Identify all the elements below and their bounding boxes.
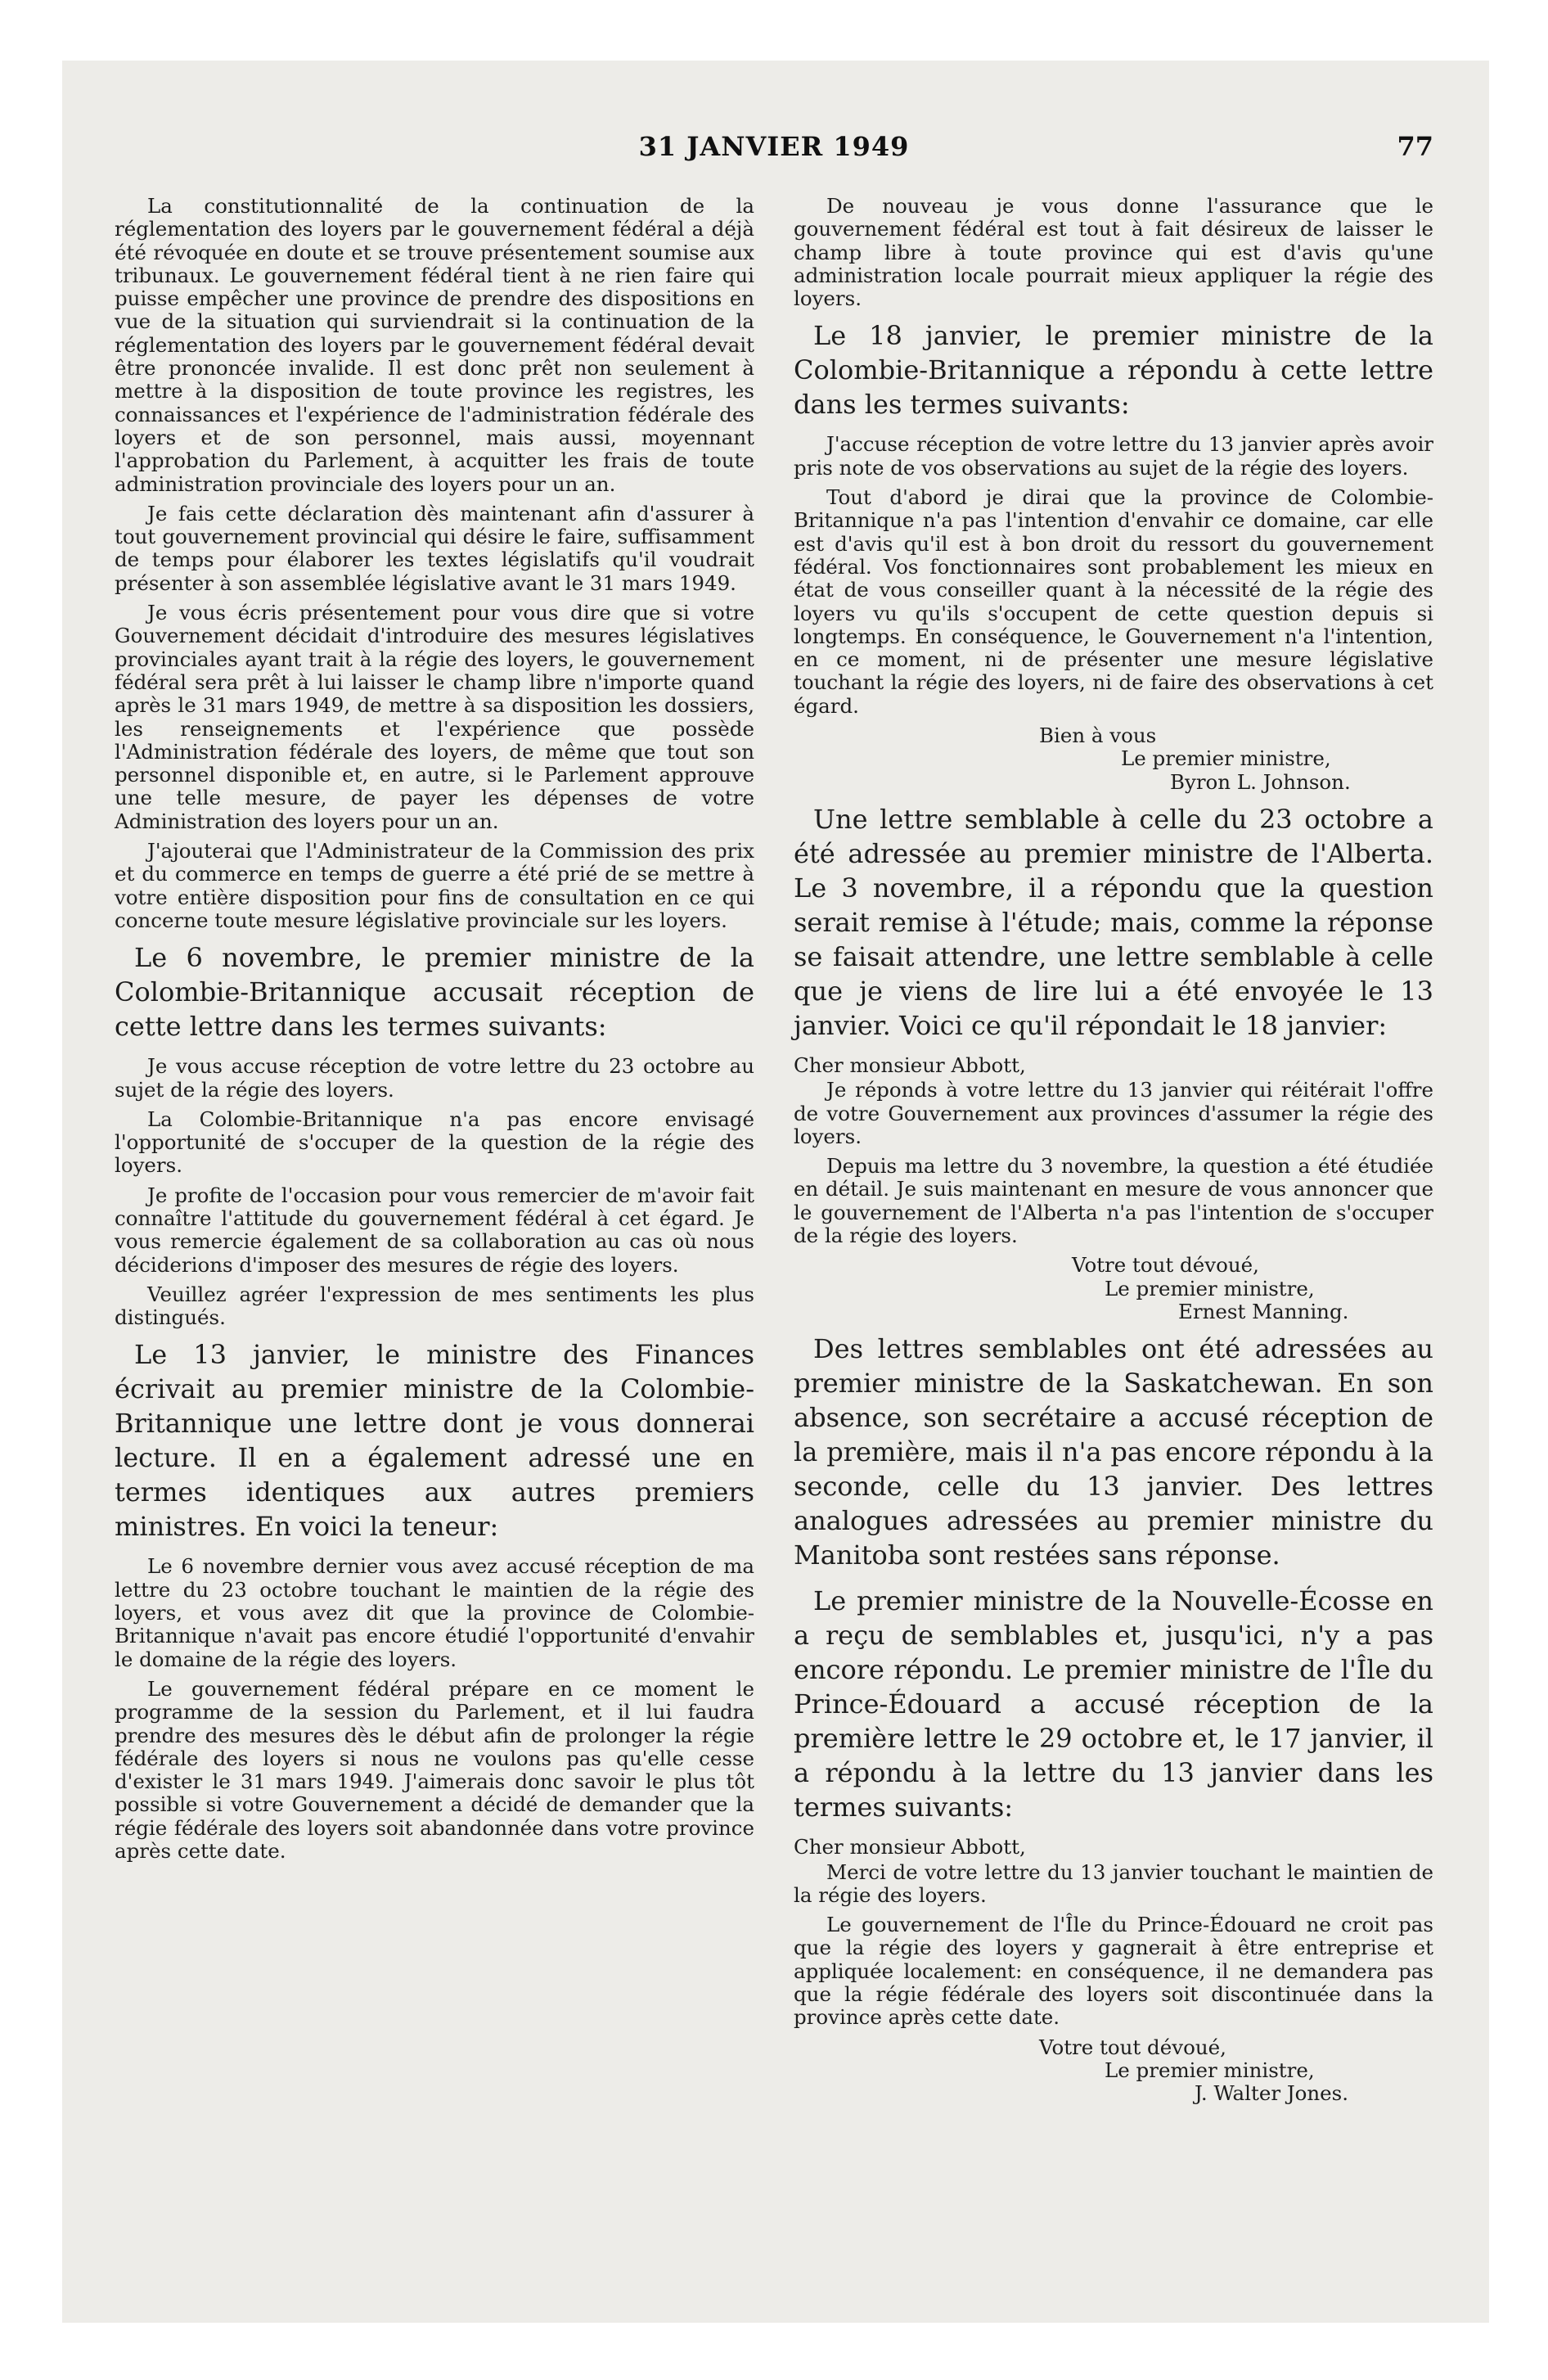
page-number: 77 (1397, 131, 1433, 162)
paragraph: Le 13 janvier, le ministre des Finances écrivait au premier ministre de la Colombie-Britannique une lettre dont je vous donnerai lecture. Il en a également adressé une en termes identiques aux autres premiers ministres. En voici la teneur: (115, 1339, 754, 1543)
paragraph: Le 6 novembre, le premier ministre de la Colombie-Britannique accusait réception de cette lettre dans les termes suivants: (115, 942, 754, 1043)
paragraph: La Colombie-Britannique n'a pas encore envisagé l'opportunité de s'occuper de la question de la régie des loyers. (115, 1107, 754, 1178)
paragraph: Le premier ministre de la Nouvelle-Écosse en a reçu de semblables et, jusqu'ici, n'y a pas encore répondu. Le premier ministre de l'Île du Prince-Édouard a accusé réception de la première lettre le 29 octobre et, le 17 janvier, il a répondu à la lettre du 13 janvier dans les termes suivants: (794, 1585, 1433, 1823)
paragraph: Le gouvernement fédéral prépare en ce moment le programme de la session du Parlement, et il lui faudra prendre des mesures dès le début afin de prolonger la régie fédérale des loyers si nous ne voulons pas qu'elle cesse d'exister le 31 mars 1949. J'aimerais donc savoir le plus tôt possible si votre Gouvernement a décidé de demander que la régie fédérale des loyers soit abandonnée dans votre province après cette date. (115, 1676, 754, 1864)
left-column (115, 195, 754, 1869)
signer-name: Byron L. Johnson. (1170, 769, 1351, 794)
paragraph: Je profite de l'occasion pour vous remercier de m'avoir fait connaître l'attitude du gouvernement fédéral à cet égard. Je vous remercie également de sa collaboration au cas où nous déciderions d'imposer des mesures de régie des loyers. (115, 1183, 754, 1277)
signature-block (794, 2036, 1433, 2106)
paragraph: Merci de votre lettre du 13 janvier touchant le maintien de la régie des loyers. (794, 1859, 1433, 1907)
paragraph: Je réponds à votre lettre du 13 janvier qui réitérait l'offre de votre Gouvernement aux provinces d'assumer la régie des loyers. (794, 1078, 1433, 1148)
signer-name: J. Walter Jones. (1195, 2081, 1349, 2106)
right-column (794, 195, 1433, 2105)
paragraph: Je fais cette déclaration dès maintenant afin d'assurer à tout gouvernement provincial qui désire le faire, suffisamment de temps pour élaborer les textes législatifs qu'il voudrait présenter à son assemblée législative avant le 31 mars 1949. (115, 501, 754, 595)
paragraph: Je vous écris présentement pour vous dire que si votre Gouvernement décidait d'introduire des mesures législatives provinciales ayant trait à la régie des loyers, le gouvernement fédéral sera prêt à lui laisser le champ libre n'importe quand après le 31 mars 1949, de mettre à sa disposition les dossiers, les renseignements et l'expérience que possède l'Administration fédérale des loyers, de même que tout son personnel disponible et, en autre, si le Parlement approuve une telle mesure, de payer les dépenses de votre Administration des loyers pour un an. (115, 601, 754, 833)
signature-block (794, 724, 1433, 794)
signer-title: Le premier ministre, (1121, 746, 1331, 771)
running-header (115, 131, 1433, 167)
paragraph: J'accuse réception de votre lettre du 13 janvier après avoir pris note de vos observations au sujet de la régie des loyers. (794, 432, 1433, 480)
paragraph: Le gouvernement de l'Île du Prince-Édouard ne croit pas que la régie des loyers y gagnerait à être entreprise et appliquée localement: en conséquence, il ne demandera pas que la régie fédérale des loyers soit discontinuée dans la province après cette date. (794, 1913, 1433, 2030)
paragraph: J'ajouterai que l'Administrateur de la Commission des prix et du commerce en temps de guerre a été prié de se mettre à votre entière disposition pour fins de consultation en ce qui concerne toute mesure législative provinciale sur les loyers. (115, 839, 754, 932)
paragraph: Le 6 novembre dernier vous avez accusé réception de ma lettre du 23 octobre touchant le maintien de la régie des loyers, et vous avez dit que la province de Colombie-Britannique n'avait pas encore étudié l'opportunité d'envahir le domaine de la régie des loyers. (115, 1554, 754, 1671)
signer-name: Ernest Manning. (1178, 1299, 1349, 1323)
closing: Votre tout dévoué, (1039, 2035, 1226, 2059)
paragraph: Tout d'abord je dirai que la province de Colombie-Britannique n'a pas l'intention d'envahir ce domaine, car elle est d'avis qu'il est à bon droit du ressort du gouvernement fédéral. Vos fonctionnaires sont probablement les mieux en état de vous conseiller quant à la nécessité de la régie des loyers vu qu'ils s'occupent de cette question depuis si longtemps. En conséquence, le Gouvernement n'a l'intention, en ce moment, ni de présenter une mesure législative touchant la régie des loyers, ni de faire des observations à cet égard. (794, 485, 1433, 718)
paragraph: Des lettres semblables ont été adressées au premier ministre de la Saskatchewan. En son absence, son secrétaire a accusé réception de la première, mais il n'a pas encore répondu à la seconde, celle du 13 janvier. Des lettres analogues adressées au premier ministre du Manitoba sont restées sans réponse. (794, 1333, 1433, 1571)
paragraph: Veuillez agréer l'expression de mes sentiments les plus distingués. (115, 1282, 754, 1330)
paragraph: Depuis ma lettre du 3 novembre, la question a été étudiée en détail. Je suis maintenant en mesure de vous annoncer que le gouvernement de l'Alberta n'a pas l'intention de s'occuper de la régie des loyers. (794, 1154, 1433, 1248)
closing: Votre tout dévoué, (1072, 1253, 1259, 1278)
paragraph: Une lettre semblable à celle du 23 octobre a été adressée au premier ministre de l'Alberta. Le 3 novembre, il a répondu que la question serait remise à l'étude; mais, comme la réponse se faisait attendre, une lettre semblable à celle que je viens de lire lui a été envoyée le 13 janvier. Voici ce qu'il répondait le 18 janvier: (794, 803, 1433, 1041)
header-date: 31 JANVIER 1949 (638, 131, 910, 162)
signer-title: Le premier ministre, (1105, 2058, 1315, 2082)
paragraph: La constitutionnalité de la continuation de la réglementation des loyers par le gouvernement fédéral a déjà été révoquée en doute et se trouve présentement soumise aux tribunaux. Le gouvernement fédéral tient à ne rien faire qui puisse empêcher une province de prendre des dispositions en vue de la situation qui surviendrait si la continuation de la réglementation des loyers par le gouvernement fédéral devait être prononcée invalide. Il est donc prêt non seulement à mettre à la disposition de toute province les registres, les connaissances et l'expérience de l'administration fédérale des loyers et de son personnel, mais aussi, moyennant l'approbation du Parlement, à acquitter les frais de toute administration provinciale des loyers pour un an. (115, 194, 754, 496)
closing: Bien à vous (1039, 723, 1157, 748)
paragraph: Je vous accuse réception de votre lettre du 23 octobre au sujet de la régie des loyers. (115, 1054, 754, 1102)
paragraph: Le 18 janvier, le premier ministre de la Colombie-Britannique a répondu à cette lettre dans les termes suivants: (794, 320, 1433, 421)
signature-block (794, 1254, 1433, 1323)
salutation: Cher monsieur Abbott, (794, 1835, 1026, 1859)
paragraph: De nouveau je vous donne l'assurance que le gouvernement fédéral est tout à fait désireux de laisser le champ libre à toute province qui est d'avis qu'une administration locale pourrait mieux appliquer la régie des loyers. (794, 194, 1433, 311)
signer-title: Le premier ministre, (1105, 1276, 1315, 1300)
salutation: Cher monsieur Abbott, (794, 1053, 1026, 1077)
